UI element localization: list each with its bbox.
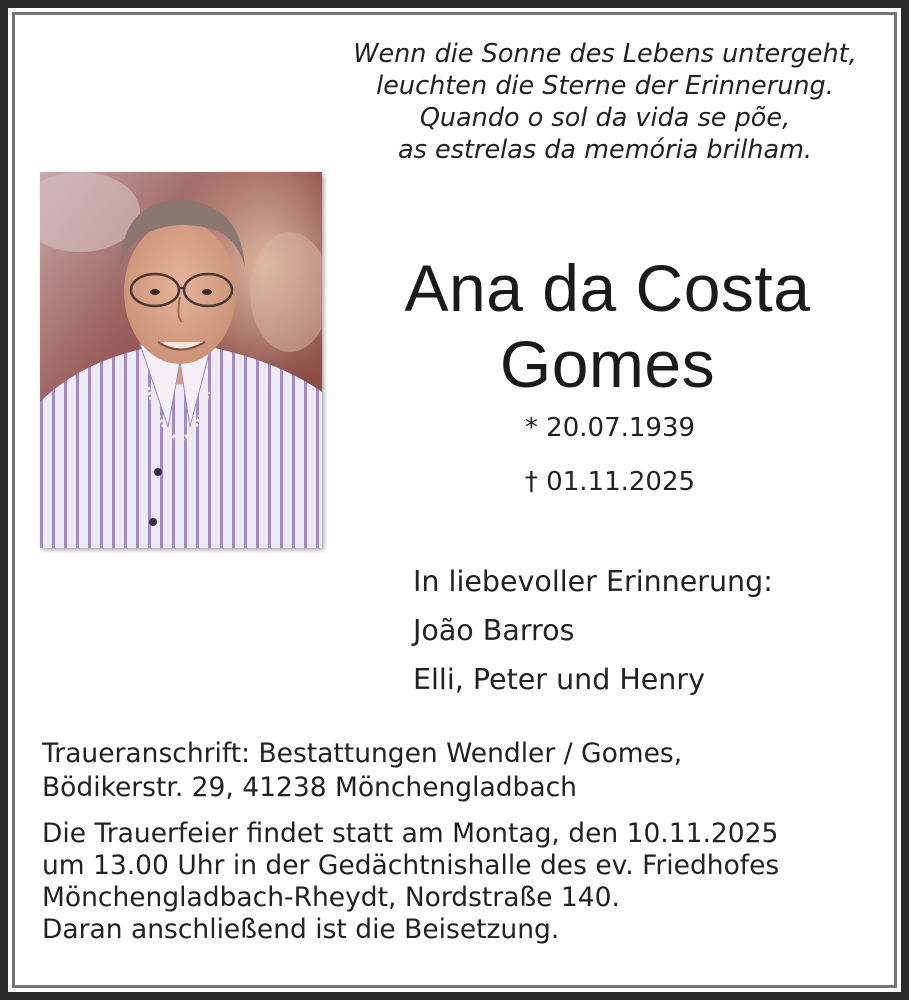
ceremony-line: Daran anschließend ist die Beisetzung.: [42, 914, 560, 945]
mourners-intro: In liebevoller Erinnerung:: [413, 565, 773, 598]
ceremony-details: [42, 818, 779, 946]
motto-line: Quando o sol da vida se põe,: [419, 103, 791, 133]
mourning-address: [42, 737, 682, 805]
portrait-photo: [40, 172, 322, 548]
birth-date: * 20.07.1939: [524, 413, 696, 443]
motto: [320, 38, 890, 166]
motto-line: as estrelas da memória brilham.: [397, 135, 813, 165]
address-line: Traueranschrift: Bestattungen Wendler / Gomes,: [42, 738, 683, 769]
address-line: Bödikerstr. 29, 41238 Mönchengladbach: [42, 772, 577, 803]
ceremony-line: Die Trauerfeier findet statt am Montag, den 10.11.2025: [42, 818, 779, 849]
mourner-name: João Barros: [413, 614, 575, 647]
death-date: † 01.11.2025: [524, 467, 696, 497]
ceremony-line: Mönchengladbach-Rheydt, Nordstraße 140.: [42, 882, 620, 913]
motto-line: Wenn die Sonne des Lebens untergeht,: [353, 39, 857, 69]
name-line: Ana da Costa: [404, 251, 811, 325]
mourners: [413, 557, 773, 704]
name-line: Gomes: [499, 327, 716, 401]
portrait-illustration: [40, 172, 322, 548]
deceased-name: [340, 250, 875, 402]
ceremony-line: um 13.00 Uhr in der Gedächtnishalle des ev. Friedhofes: [42, 850, 780, 881]
mourner-name: Elli, Peter und Henry: [413, 663, 705, 696]
motto-line: leuchten die Sterne der Erinnerung.: [376, 71, 834, 101]
